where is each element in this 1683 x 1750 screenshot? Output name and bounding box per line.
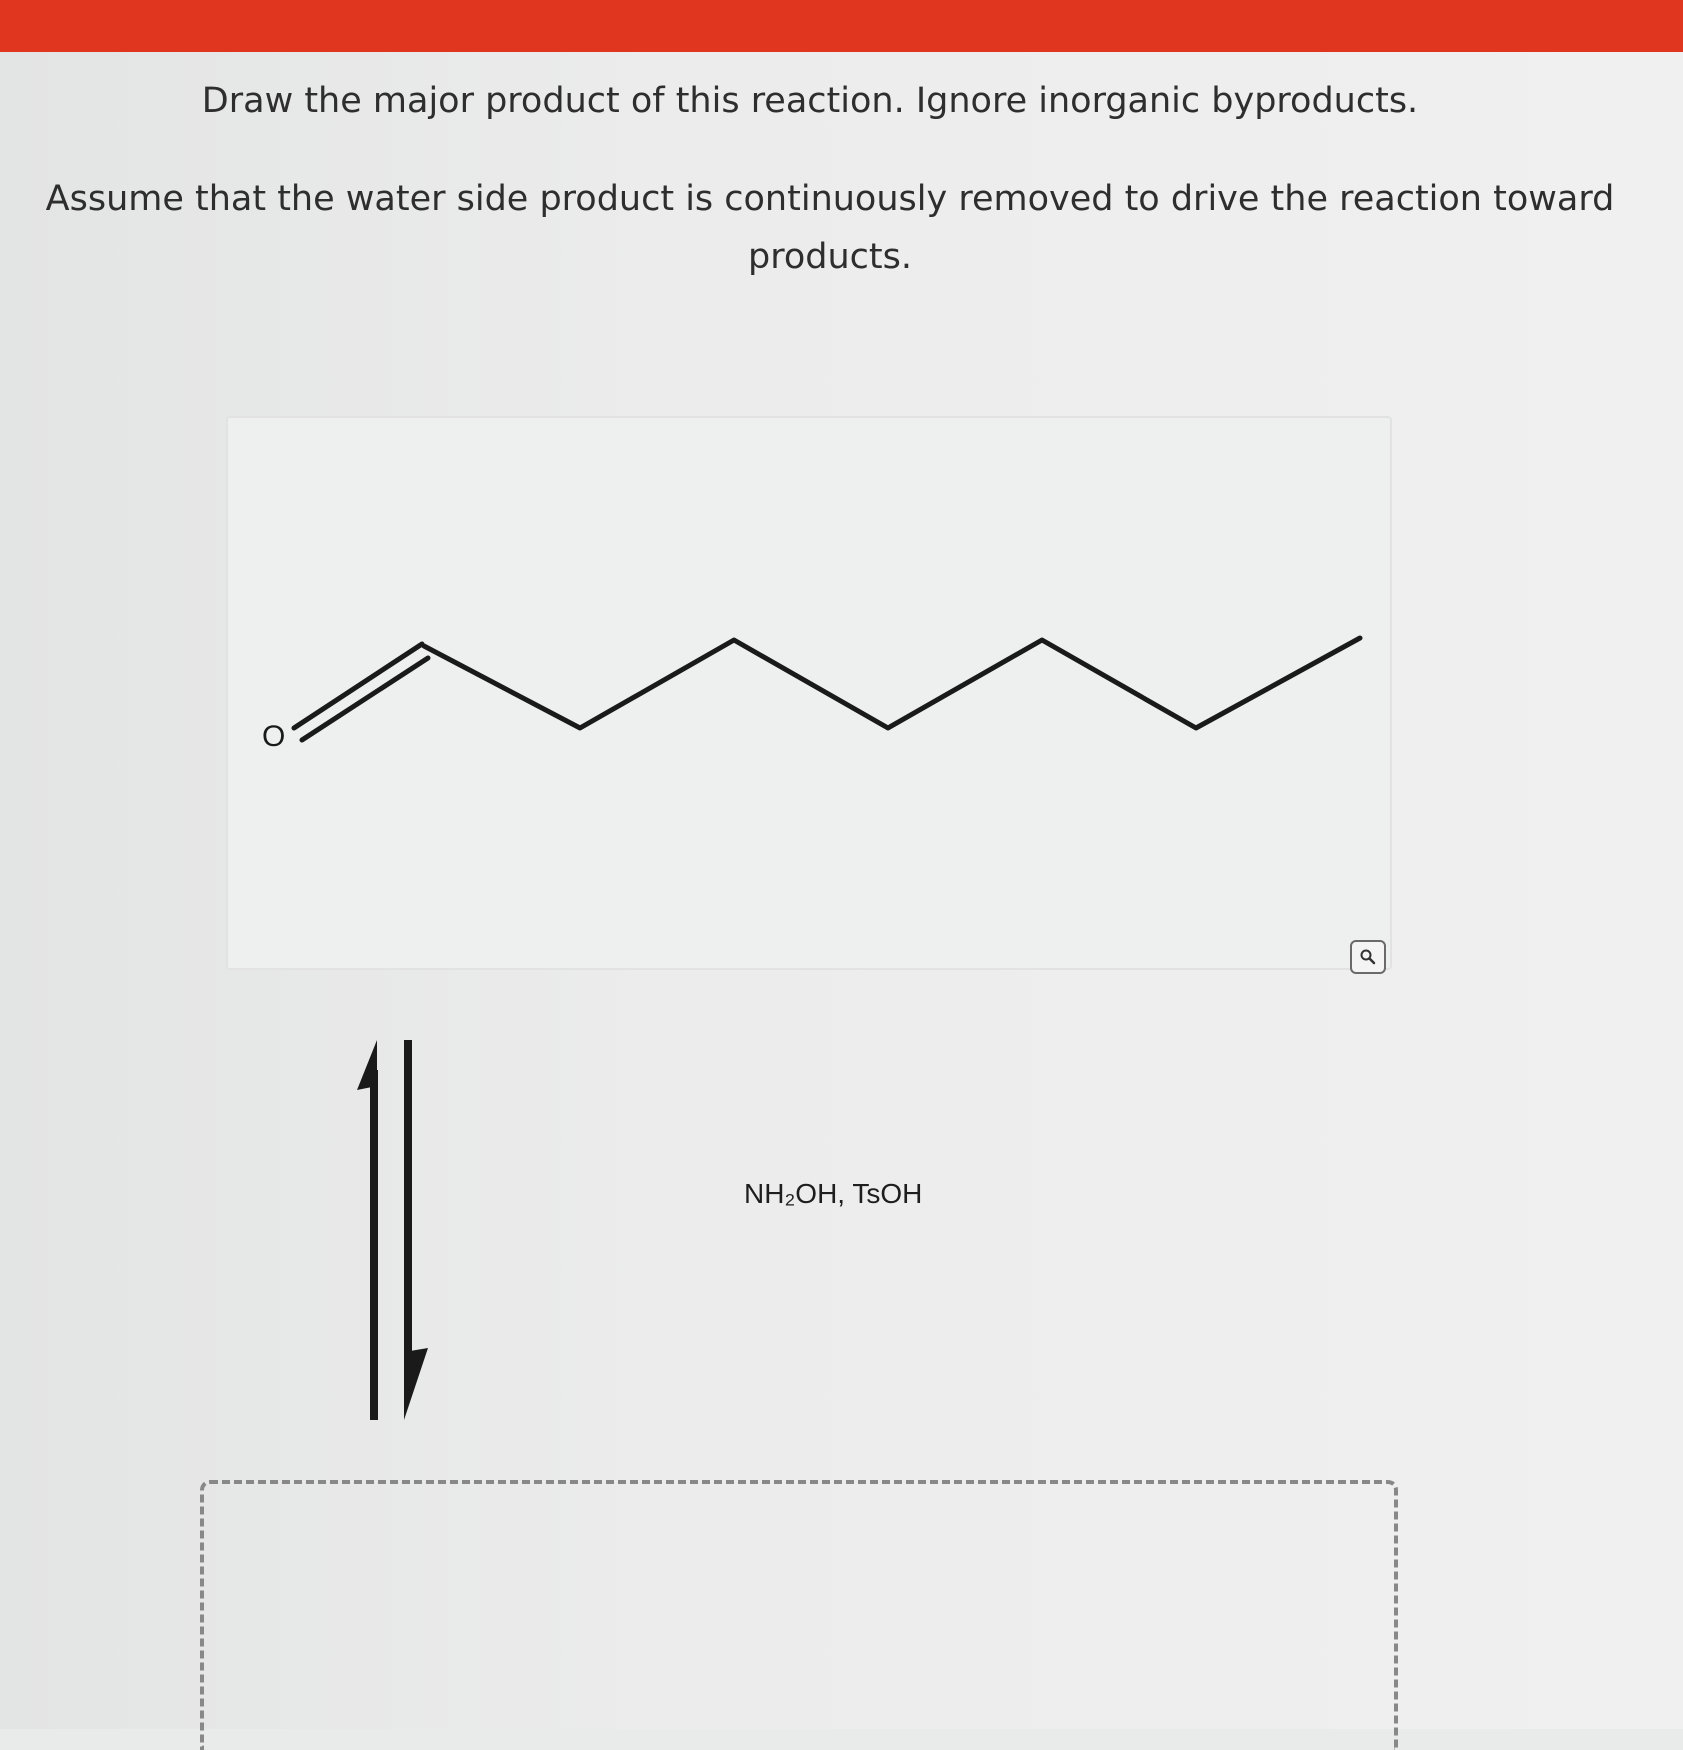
- question-instruction: Draw the major product of this reaction. Ignore inorganic byproducts.: [201, 81, 1419, 121]
- product-drawing-area[interactable]: [200, 1480, 1398, 1750]
- oxygen-atom-label: O: [262, 720, 286, 753]
- carbon-chain: [424, 638, 1360, 728]
- carbonyl-bond-2: [302, 658, 428, 740]
- reaction-reagents: NH₂OH, TsOH: [744, 1178, 923, 1209]
- reactant-molecule: [228, 418, 1394, 972]
- question-assumption: Assume that the water side product is continuously removed to drive the reaction toward products.: [45, 179, 1615, 277]
- equilibrium-arrow-icon: [340, 1030, 430, 1430]
- carbonyl-bond-1: [294, 644, 422, 728]
- top-bar: [0, 0, 1683, 52]
- zoom-icon: [1359, 948, 1377, 966]
- zoom-button[interactable]: [1350, 940, 1386, 974]
- reactant-structure-panel: [226, 416, 1392, 970]
